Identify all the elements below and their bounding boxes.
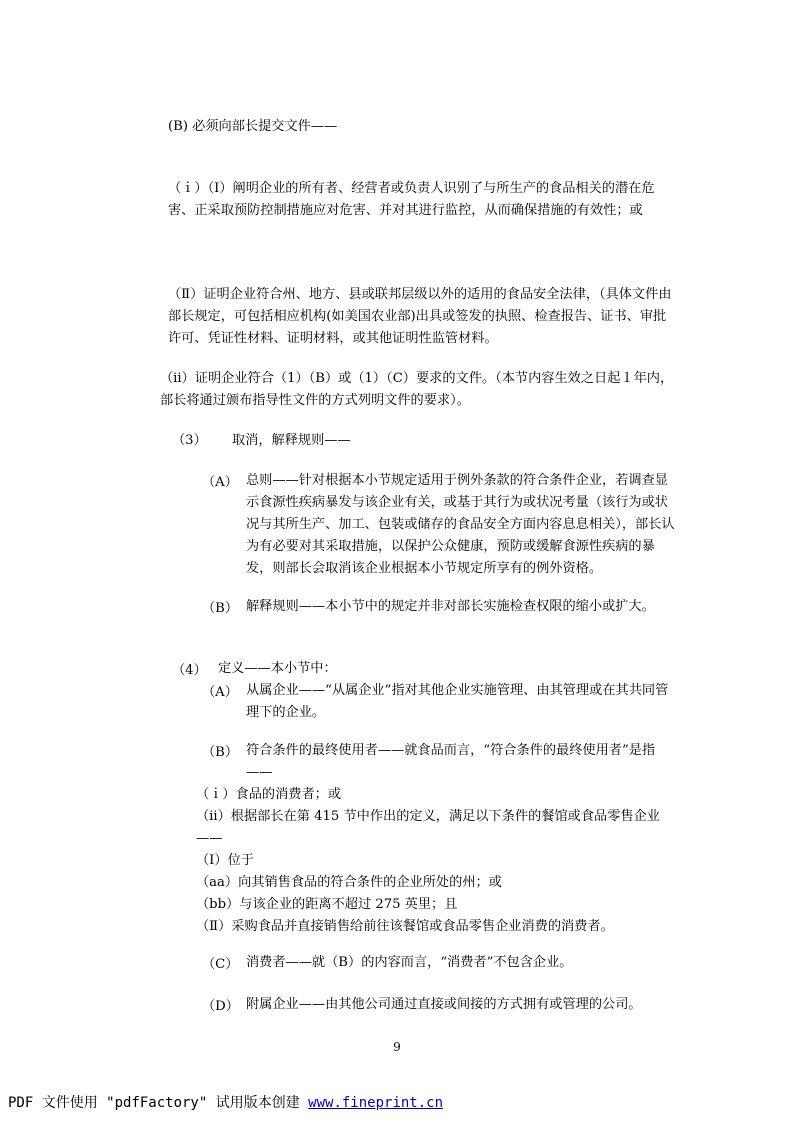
section-4c-label: （C） [202, 957, 239, 972]
section-3b-label: （B） [202, 601, 239, 616]
section-3-title: 取消，解释规则—— [232, 433, 351, 448]
section-4d-label: （D） [202, 999, 239, 1014]
pdf-footer [8, 1092, 443, 1112]
section-4b-aa: （aa）向其销售食品的符合条件的企业所处的州；或 [196, 875, 502, 890]
section-4b-I: （Ⅰ）位于 [196, 853, 254, 868]
footer-link[interactable]: www.fineprint.cn [308, 1095, 444, 1111]
section-3-label: （3） [172, 433, 207, 448]
section-4d-text: 附属企业——由其他公司通过直接或间接的方式拥有或管理的公司。 [246, 997, 642, 1012]
section-3a-label: （A） [202, 475, 238, 490]
section-4b-text: 符合条件的最终使用者——就食品而言，“符合条件的最终使用者”是指—— [246, 743, 656, 780]
clause-II: （Ⅱ）证明企业符合州、地方、县或联邦层级以外的适用的食品安全法律，（具体文件由部长规定，可包括相应机构(如美国农业部)出具或签发的执照、检查报告、证书、审批许可、凭证性材料、证明材料，或其他证明性监管材料。 [168, 287, 672, 346]
section-4-label: （4） [172, 663, 207, 678]
section-3b-text: 解释规则——本小节中的规定并非对部长实施检查权限的缩小或扩大。 [246, 599, 655, 614]
section-b-heading: (B) 必须向部长提交文件—— [168, 119, 338, 134]
footer-text: PDF 文件使用 "pdfFactory" 试用版本创建 [8, 1095, 309, 1111]
section-4a-text: 从属企业——“从属企业”指对其他企业实施管理、由其管理或在其共同管理下的企业。 [246, 683, 669, 720]
clause-i-I: （ｉ）（Ⅰ）阐明企业的所有者、经营者或负责人识别了与所生产的食品相关的潜在危害、正采取预防控制措施应对危害、并对其进行监控，从而确保措施的有效性；或 [168, 181, 655, 218]
section-4a-label: （A） [202, 685, 238, 700]
section-3a-text: 总则——针对根据本小节规定适用于例外条款的符合条件企业，若调查显示食源性疾病暴发与该企业有关，或基于其行为或状况考量（该行为或状况与其所生产、加工、包装或储存的食品安全方面内容息息相关），部长认为有必要对其采取措施，以保护公众健康，预防或缓解食源性疾病的暴发，则部长会取消该企业根据本小节规定所享有的例外资格。 [246, 473, 675, 576]
section-4c-text: 消费者——就（B）的内容而言，“消费者”不包含企业。 [246, 955, 573, 970]
section-4b-i: （ｉ）食品的消费者；或 [196, 787, 342, 802]
section-4b-label: （B） [202, 745, 239, 760]
section-4b-II: （Ⅱ）采购食品并直接销售给前往该餐馆或食品零售企业消费的消费者。 [196, 919, 614, 934]
page-number: 9 [393, 1040, 401, 1054]
section-4b-ii: （ⅱ）根据部长在第 415 节中作出的定义，满足以下条件的餐馆或食品零售企业—— [196, 809, 660, 846]
section-4b-bb: （bb）与该企业的距离不超过 275 英里；且 [196, 897, 458, 912]
section-4-title: 定义——本小节中： [218, 661, 337, 676]
clause-ii: （ⅱ）证明企业符合（1）（B）或（1）（C）要求的文件。（本节内容生效之日起１年内，部长将通过颁布指导性文件的方式列明文件的要求）。 [160, 371, 674, 408]
